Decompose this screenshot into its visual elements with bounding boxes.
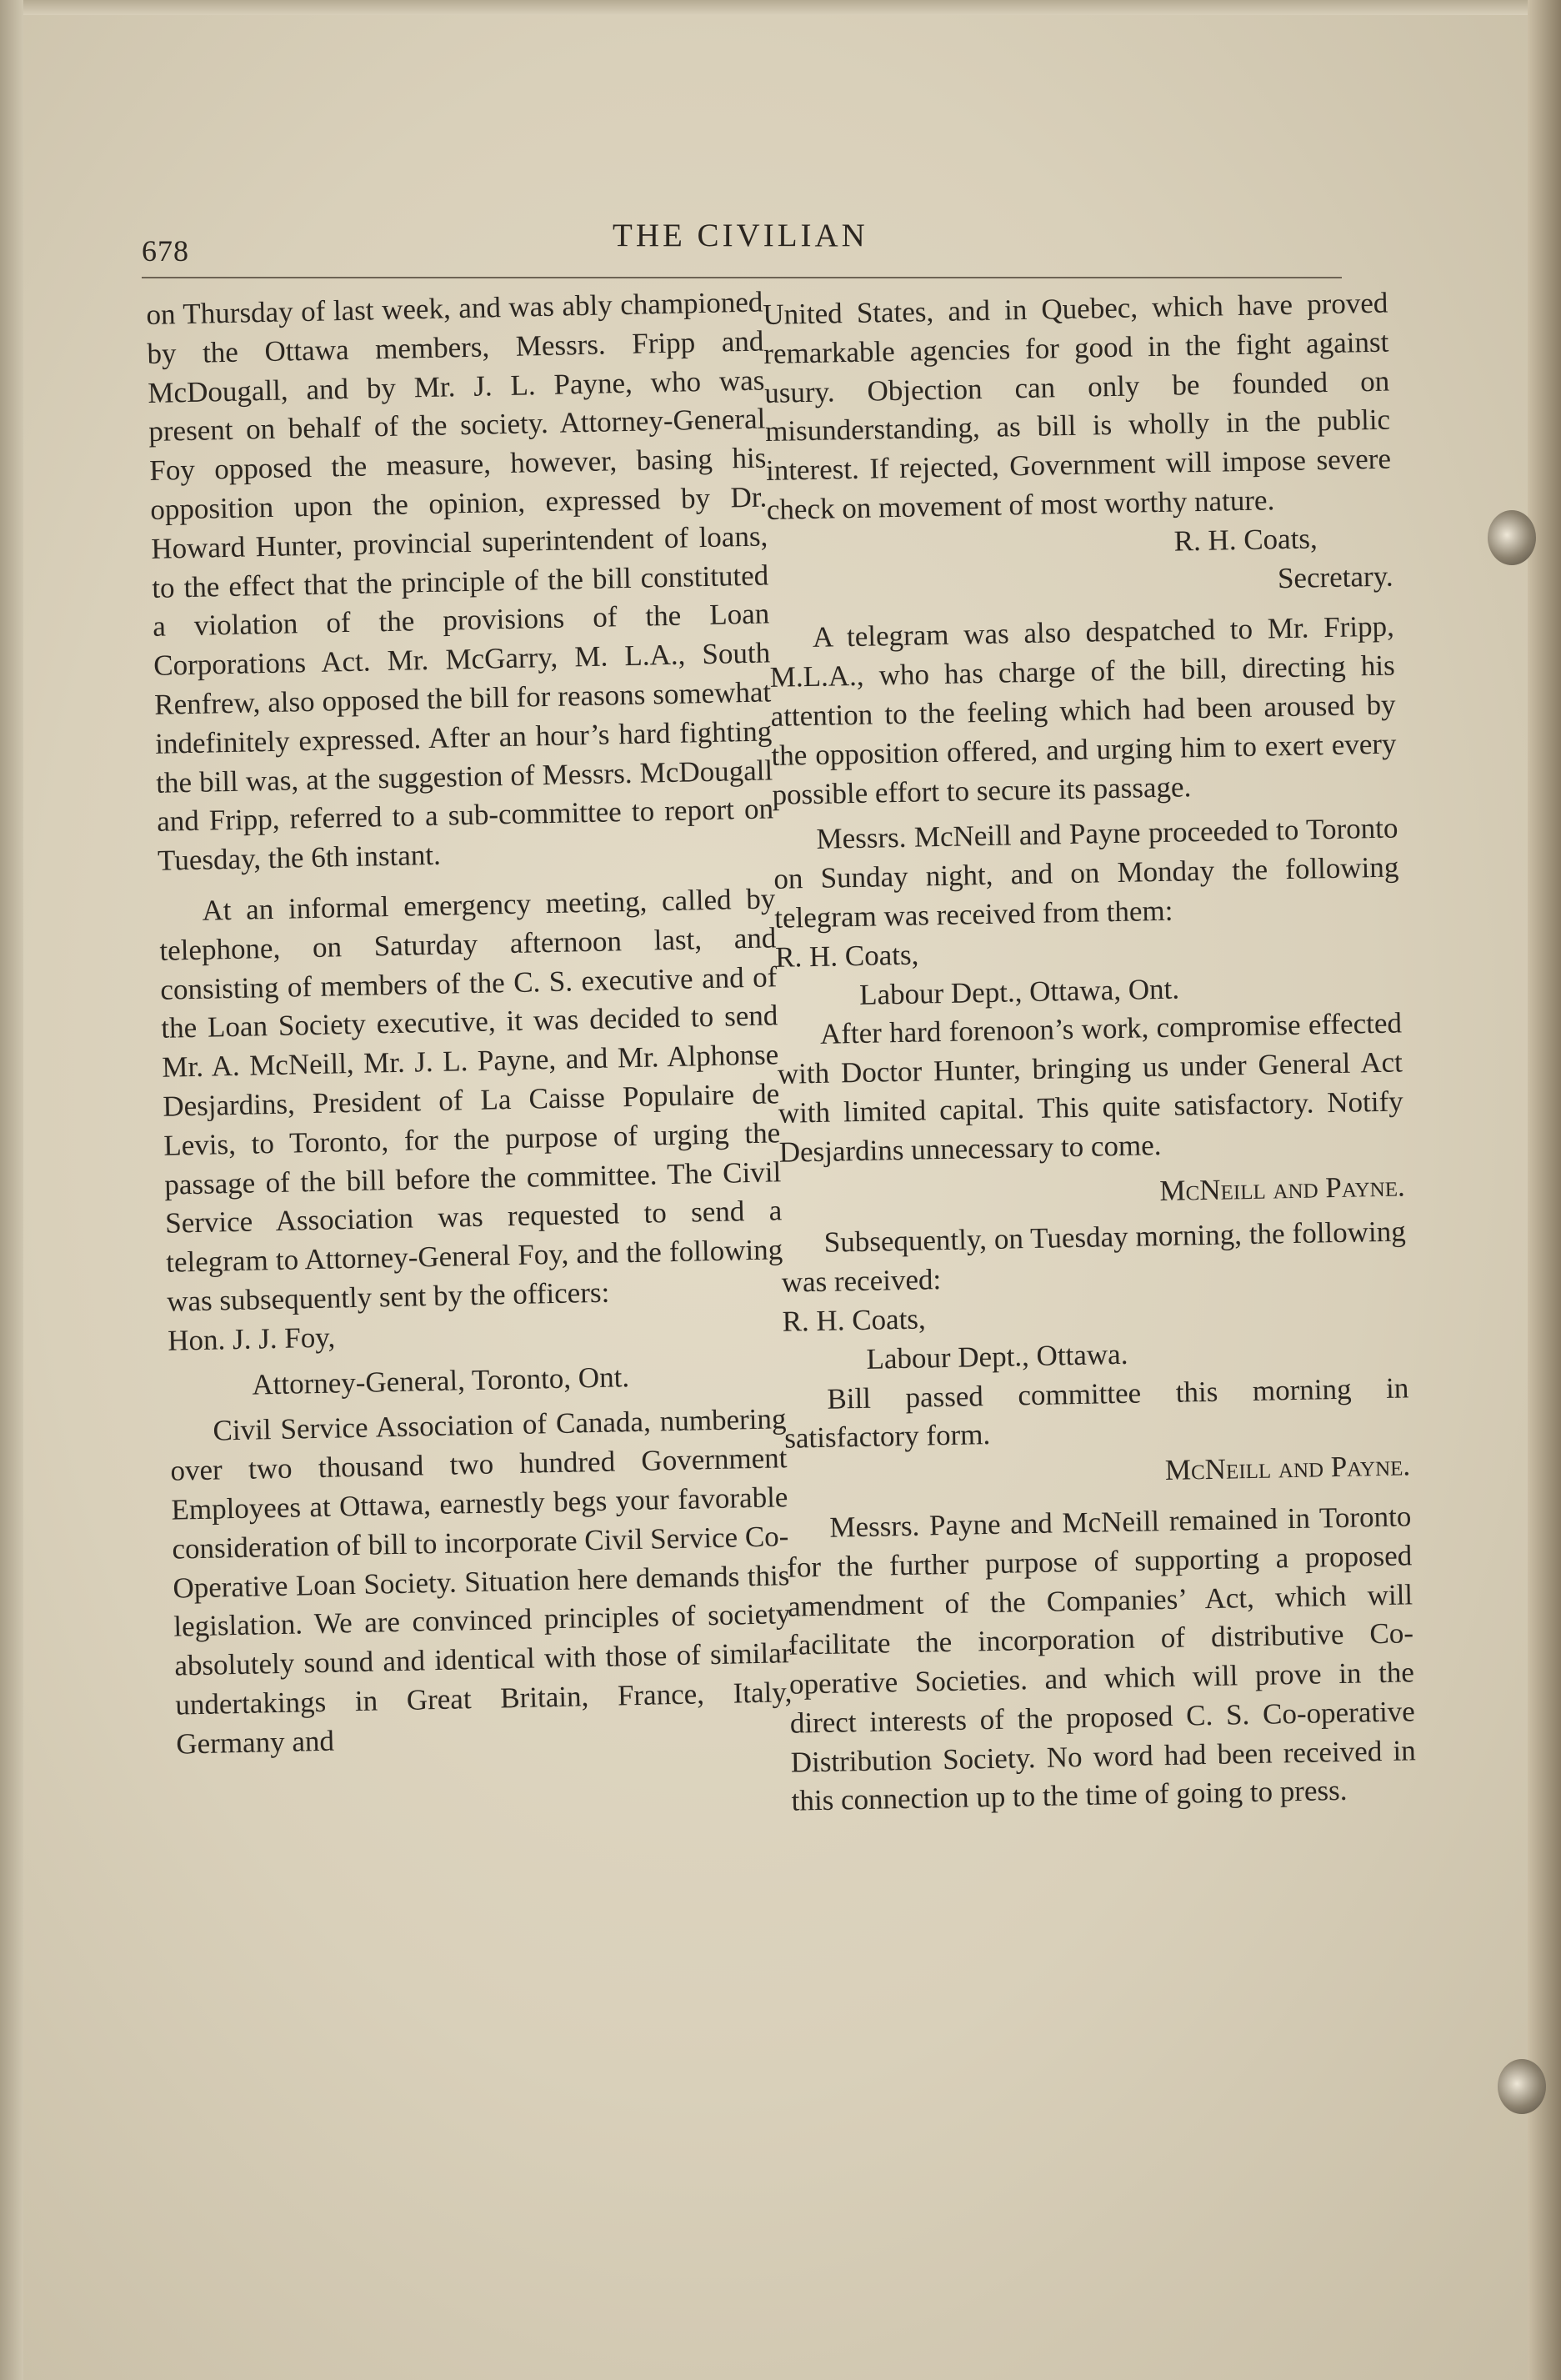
right-paragraph-4: After hard forenoon’s work, compromise effected with Doctor Hunter, bringing us under General Act with limited capital. This quite satisfactory. Notify Desjardins unnecessary to come. [777,1006,1404,1169]
right-paragraph-1: United States, and in Quebec, which have proved remarkable agencies for good in the fight against usury. Objection can only be founded on misunderstanding, as bill is wholly in the public interest. If rejected, Government will impose severe check on movement of most worthy nature. [763,286,1392,526]
right-paragraph-7: Messrs. Payne and McNeill remained in Toronto for the further purpose of supporting a proposed amendment of the Companies’ Act, which will facilitate the incorporation of distributive Co-operative Societies. and which will prove in the direct interests of the proposed C. S. Co-operative Distribution Society. No word had been received in this connection up to the time of going to press. [786,1500,1417,1818]
page-number: 678 [142,234,189,268]
telegram-2-signature: McNeill and Payne. [1164,1449,1411,1487]
left-paragraph-3: Civil Service Association of Canada, numbering over two thousand two hundred Government Employees at Ottawa, earnestly begs your favorable consideration of bill to incorporate Civil Service Co-Operative Loan Society. Situation here demands this legislation. We are convinced principles of society absolutely sound and identical with those of similar undertakings in Great Britain, France, Italy, Germany and [170,1402,793,1761]
left-column [146,283,793,1765]
right-paragraph-6: Bill passed committee this morning in satisfactory form. [783,1370,1409,1456]
telegram-1-address: Labour Dept., Ottawa, Ont. [858,972,1180,1011]
binding-hole [1498,2059,1546,2114]
telegram-1-signature: McNeill and Payne. [1159,1169,1406,1207]
right-paragraph-3: Messrs. McNeill and Payne proceeded to Toronto on Sunday night, and on Monday the following telegram was received from them: [773,811,1399,934]
page-top-edge [0,0,1561,15]
right-paragraph-2: A telegram was also despatched to Mr. Fripp, M.L.A., who has charge of the bill, directing his attention to the feeling which had been aroused by the opposition offered, and urging him to exert every possible effort to secure its passage. [769,609,1397,811]
telegram-2-address: Labour Dept., Ottawa. [866,1337,1128,1375]
page-right-edge [1528,0,1561,2380]
letter-addressee: Hon. J. J. Foy, [167,1320,336,1357]
signature-title: Secretary. [1277,559,1393,594]
page-header [142,208,1342,267]
letter-addressee-title: Attorney-General, Toronto, Ont. [251,1360,630,1401]
binding-hole [1488,510,1536,565]
running-title: THE CIVILIAN [613,218,868,253]
left-paragraph-1: on Thursday of last week, and was ably championed by the Ottawa members, Messrs. Fripp and McDougall, and by Mr. J. L. Payne, who was present on behalf of the society. Attorney-General Foy opposed the measure, however, basing his opposition upon the opinion, expressed by Dr. Howard Hunter, provincial superintendent of loans, to the effect that the principle of the bill constituted a violation of the provisions of the Loan Corporations Act. Mr. McGarry, M. L.A., South Renfrew, also opposed the bill for reasons somewhat indefinitely expressed. After an hour’s hard fighting the bill was, at the suggestion of Messrs. McDougall and Fripp, referred to a sub-committee to report on Tuesday, the 6th instant. [146,285,774,878]
left-paragraph-2: At an informal emergency meeting, called by telephone, on Saturday afternoon last, and consisting of members of the C. S. executive and of the Loan Society executive, it was decided to send Mr. A. McNeill, Mr. J. L. Payne, and Mr. Alphonse Desjardins, President of La Caisse Populaire de Levis, to Toronto, for the purpose of urging the passage of the bill before the committee. The Civil Service Association was requested to send a telegram to Attorney-General Foy, and the following was subsequently sent by the officers: [159,882,783,1318]
telegram-1-addressee: R. H. Coats, [774,938,919,974]
signature-name: R. H. Coats, [1173,522,1318,558]
right-paragraph-5: Subsequently, on Tuesday morning, the following was received: [781,1215,1407,1299]
telegram-2-addressee: R. H. Coats, [782,1302,927,1338]
right-column [763,284,1417,1821]
page-left-edge [0,0,23,2380]
header-rule [142,277,1342,278]
